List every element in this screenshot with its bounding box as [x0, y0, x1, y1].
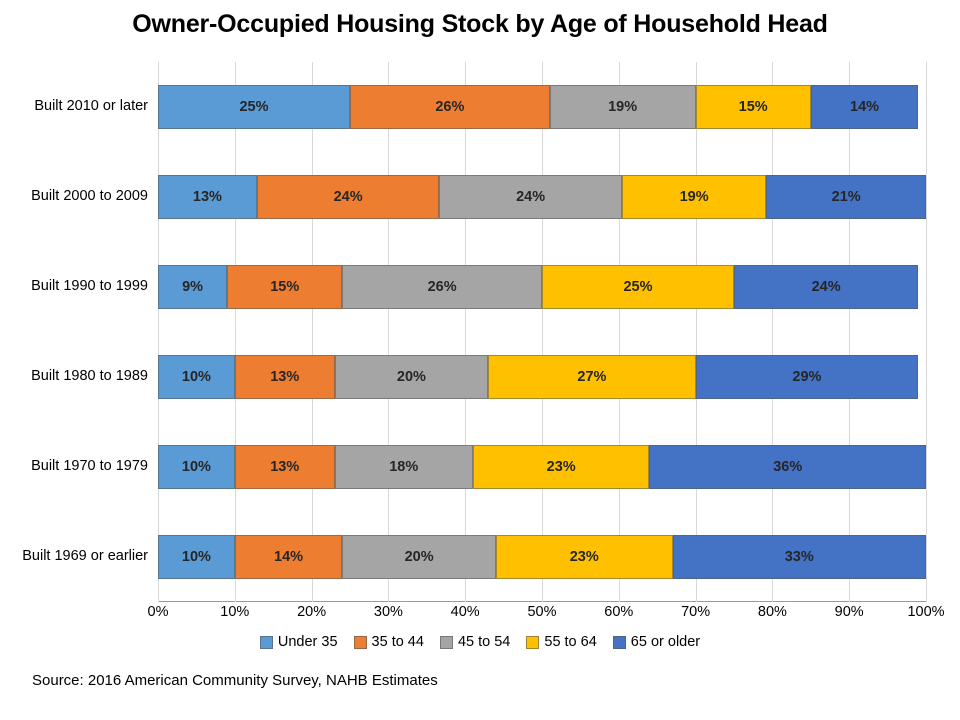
legend-label: 45 to 54: [457, 634, 511, 650]
grid-line: [696, 62, 697, 602]
grid-line: [158, 62, 159, 602]
bar-segment: [439, 175, 622, 219]
bar-segment-label: 18%: [389, 459, 419, 475]
bar-row: [158, 445, 926, 489]
bar-row: [158, 85, 926, 129]
bar-segment: [649, 445, 925, 489]
legend-item[interactable]: [526, 634, 596, 650]
legend-swatch: [260, 636, 273, 649]
legend-swatch: [526, 636, 539, 649]
chart-legend: [0, 634, 960, 650]
bar-segment: [227, 265, 342, 309]
bar-segment: [257, 175, 440, 219]
bar-segment: [488, 355, 695, 399]
bar-segment-label: 25%: [623, 279, 653, 295]
bar-segment-label: 29%: [792, 369, 822, 385]
x-tick-label: 90%: [834, 604, 864, 620]
bar-segment-label: 20%: [404, 549, 434, 565]
legend-swatch: [354, 636, 367, 649]
bar-segment-label: 36%: [773, 459, 803, 475]
bar-segment-label: 13%: [270, 369, 300, 385]
bar-segment: [696, 355, 919, 399]
bar-segment-label: 15%: [270, 279, 300, 295]
bar-segment: [550, 85, 696, 129]
page-title: Owner-Occupied Housing Stock by Age of Household Head: [132, 10, 828, 38]
x-tick-label: 50%: [527, 604, 557, 620]
bar-segment: [811, 85, 919, 129]
bar-segment: [335, 355, 489, 399]
bar-segment-label: 13%: [192, 189, 222, 205]
category-label: Built 1980 to 1989: [31, 368, 148, 384]
grid-line: [849, 62, 850, 602]
bar-segment: [158, 175, 257, 219]
bar-segment-label: 26%: [435, 99, 465, 115]
x-tick-label: 80%: [757, 604, 787, 620]
bar-segment: [673, 535, 926, 579]
category-label: Built 1969 or earlier: [22, 548, 148, 564]
bar-segment: [342, 265, 542, 309]
category-label: Built 2000 to 2009: [31, 188, 148, 204]
bar-segment: [473, 445, 650, 489]
bar-segment-label: 10%: [181, 369, 211, 385]
source-note: Source: 2016 American Community Survey, NAHB Estimates: [32, 672, 438, 689]
bar-segment: [342, 535, 496, 579]
bar-segment-label: 27%: [577, 369, 607, 385]
bar-segment-label: 10%: [181, 459, 211, 475]
legend-label: 55 to 64: [544, 634, 597, 650]
bar-segment-label: 19%: [608, 99, 638, 115]
plot-area: [158, 62, 926, 602]
legend-swatch: [440, 636, 453, 649]
grid-line: [388, 62, 389, 602]
bar-segment: [235, 445, 335, 489]
bar-segment-label: 24%: [811, 279, 841, 295]
legend-label: 65 or older: [630, 634, 701, 650]
x-tick-label: 10%: [220, 604, 250, 620]
category-label: Built 1970 to 1979: [31, 458, 148, 474]
bar-segment: [696, 85, 811, 129]
x-tick-label: 60%: [604, 604, 634, 620]
legend-item[interactable]: [440, 634, 510, 650]
bar-row: [158, 535, 926, 579]
bar-segment: [542, 265, 734, 309]
bar-segment-label: 25%: [239, 99, 269, 115]
bar-segment: [158, 535, 235, 579]
bar-segment-label: 20%: [396, 369, 426, 385]
bar-segment: [335, 445, 473, 489]
bar-segment-label: 14%: [850, 99, 880, 115]
category-label: Built 2010 or later: [34, 98, 148, 114]
x-tick-label: 0%: [147, 604, 169, 620]
grid-line: [235, 62, 236, 602]
grid-line: [772, 62, 773, 602]
legend-label: 35 to 44: [371, 634, 424, 650]
bar-segment-label: 21%: [831, 189, 861, 205]
bar-segment-label: 24%: [333, 189, 363, 205]
legend-swatch: [613, 636, 626, 649]
bar-segment: [158, 355, 235, 399]
bar-segment-label: 19%: [679, 189, 709, 205]
bar-segment-label: 10%: [181, 549, 211, 565]
bar-segment: [734, 265, 918, 309]
bar-segment: [496, 535, 673, 579]
x-tick-label: 100%: [907, 604, 945, 620]
bar-segment: [158, 445, 235, 489]
legend-item[interactable]: [260, 634, 338, 650]
bar-segment: [235, 535, 343, 579]
grid-line: [465, 62, 466, 602]
bar-segment-label: 9%: [182, 279, 204, 295]
bar-segment: [158, 85, 350, 129]
x-tick-label: 70%: [681, 604, 711, 620]
grid-line: [312, 62, 313, 602]
legend-item[interactable]: [613, 634, 700, 650]
bar-segment-label: 23%: [546, 459, 576, 475]
bar-segment: [350, 85, 550, 129]
bar-segment-label: 13%: [270, 459, 300, 475]
bar-row: [158, 355, 926, 399]
bar-segment: [622, 175, 766, 219]
grid-line: [926, 62, 927, 602]
legend-item[interactable]: [354, 634, 424, 650]
bar-segment: [235, 355, 335, 399]
bar-segment-label: 15%: [738, 99, 768, 115]
legend-label: Under 35: [277, 634, 338, 650]
bar-segment-label: 24%: [516, 189, 546, 205]
bar-row: [158, 175, 926, 219]
x-tick-label: 20%: [297, 604, 327, 620]
x-tick-label: 30%: [373, 604, 403, 620]
grid-line: [542, 62, 543, 602]
bar-segment: [766, 175, 926, 219]
bar-row: [158, 265, 926, 309]
x-tick-label: 40%: [450, 604, 480, 620]
category-label: Built 1990 to 1999: [31, 278, 148, 294]
grid-line: [619, 62, 620, 602]
bar-segment-label: 26%: [427, 279, 457, 295]
bar-segment-label: 33%: [784, 549, 814, 565]
bar-segment-label: 14%: [274, 549, 304, 565]
bar-segment: [158, 265, 227, 309]
bar-segment-label: 23%: [569, 549, 599, 565]
